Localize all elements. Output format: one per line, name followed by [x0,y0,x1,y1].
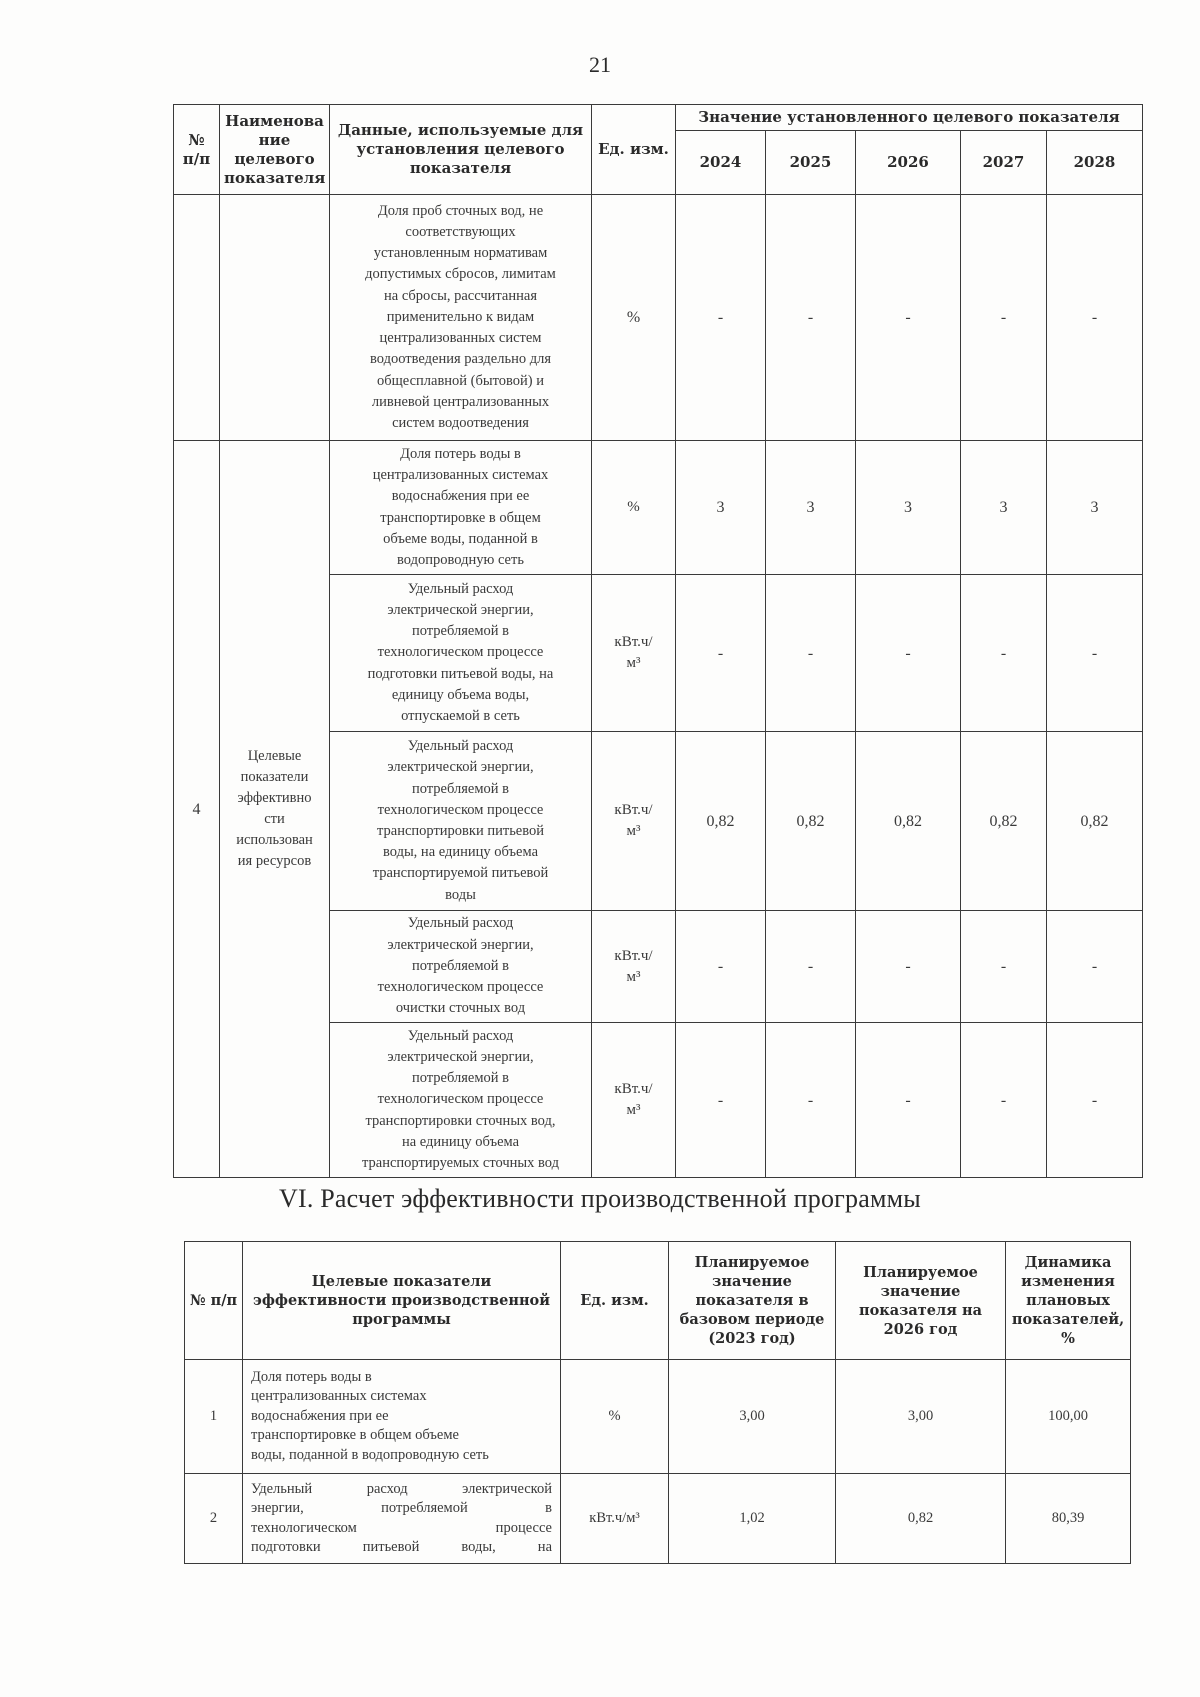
text-line: установленным нормативам [373,245,548,262]
col-header-planned-2026: Планируемое значение показателя на 2026 год [836,1242,1006,1360]
indicator-description [330,911,592,1023]
value-cell: 0,82 [766,732,856,911]
value-cell: - [676,1023,766,1178]
col-header-year: 2027 [961,131,1047,195]
text-line: Наименова [225,111,324,130]
value-cell: - [961,195,1047,441]
text-line: показателя [224,168,326,187]
text-line: единицу объема воды, [391,686,530,703]
text-line: объеме воды, поданной в [383,530,538,547]
text-line: транспортировки питьевой [377,823,544,839]
value-cell: 0,82 [1047,732,1143,911]
text-line: подготовки питьевой воды, на [367,665,554,682]
text-line: воды [445,886,476,903]
text-line: потребляемой в [411,957,510,974]
col-header-year: 2028 [1047,131,1143,195]
target-indicators-table [173,104,1143,1178]
indicator-description [330,1023,592,1178]
unit-cell: кВт.ч/ м³ [592,575,676,732]
indicator-description [243,1474,561,1564]
text-line: систем водоотведения [392,414,529,431]
col-header-planned-base: Планируемое значение показателя в базовом периоде (2023 год) [669,1242,836,1360]
col-header-data-used: Данные, используемые для установления целевого показателя [330,105,592,195]
text-line: очистки сточных вод [395,1000,526,1017]
text-line: транспортировке в общем [380,509,541,526]
text-line: соответствующих [405,224,516,241]
col-header-num: № п/п [174,105,220,195]
value-cell: - [961,911,1047,1023]
col-header-unit: Ед. изм. [592,105,676,195]
section-title: VI. Расчет эффективности производственной программы [279,1184,921,1213]
text-line: эффективно [237,790,312,806]
table-row [185,1360,1131,1474]
text-line: электрической энергии, [387,1048,534,1065]
text-line: воды, поданной в водопроводную сеть [251,1446,489,1463]
unit-cell: кВт.ч/ м³ [592,732,676,911]
value-cell: - [766,575,856,732]
indicator-description [330,732,592,911]
text-line: допустимых сбросов, лимитам [365,266,556,283]
text-line: технологическом процессе [377,801,544,818]
text-line: транспортировке в общем объеме [251,1427,459,1444]
col-header-year: 2026 [856,131,961,195]
text-line: технологическом процессе [251,1519,552,1536]
efficiency-calculation-table [184,1241,1131,1564]
value-cell: 0,82 [836,1474,1006,1564]
value-cell: - [766,911,856,1023]
table-row [174,195,1143,441]
text-line: Удельный расход [407,1027,514,1044]
text-line: ливневой централизованных [371,393,550,410]
value-cell: 100,00 [1006,1360,1131,1474]
text-line: применительно к видам [386,308,535,325]
text-line: потребляемой в [411,1070,510,1087]
page-number: 21 [589,52,611,77]
text-line: на единицу объема [401,1133,520,1150]
text-line: водоснабжения при ее [251,1407,389,1424]
unit-cell: кВт.ч/ м³ [592,1023,676,1178]
col-header-num: № п/п [185,1242,243,1360]
value-cell: 3 [961,441,1047,575]
col-header-year: 2024 [676,131,766,195]
text-line: транспортировки сточных вод, [365,1112,556,1129]
text-line: Удельный расход [407,580,514,597]
value-cell: - [676,911,766,1023]
indicator-description [330,195,592,441]
value-cell: 0,82 [961,732,1047,911]
text-line: подготовки питьевой воды, на [251,1539,552,1555]
value-cell: - [1047,195,1143,441]
row-number: 2 [185,1474,243,1564]
col-header-dynamics: Динамика изменения плановых показателей, % [1006,1242,1131,1360]
value-cell: - [766,1023,856,1178]
value-cell: - [1047,575,1143,732]
text-line: водоснабжения при ее [391,488,530,505]
indicator-description [243,1360,561,1474]
unit-cell: кВт.ч/ м³ [592,911,676,1023]
value-cell: - [676,575,766,732]
text-line: централизованных систем [379,330,542,347]
value-cell: 0,82 [856,732,961,911]
text-line: Доля проб сточных вод, не [377,202,544,219]
text-line: показатели [240,769,309,785]
indicator-group-name [220,441,330,1178]
text-line: ия ресурсов [237,853,312,869]
value-cell: - [961,575,1047,732]
value-cell: - [856,195,961,441]
text-line: Удельный расход [407,738,514,755]
text-line: энергии, потребляемой в [251,1500,552,1516]
value-cell: 3,00 [669,1360,836,1474]
empty-cell [220,195,330,441]
value-cell: 3 [676,441,766,575]
col-header-year: 2025 [766,131,856,195]
text-line: воды, на единицу объема [382,844,539,861]
indicator-description [330,441,592,575]
unit-cell: % [561,1360,669,1474]
value-cell: 3,00 [836,1360,1006,1474]
value-cell: - [676,195,766,441]
text-line: Доля потерь воды в [400,445,521,462]
text-line: ние [258,130,291,149]
text-line: Доля потерь воды в [251,1368,372,1385]
col-header-name [220,105,330,195]
text-line: электрической энергии, [387,759,534,776]
text-line: сти [264,811,285,827]
unit-cell: % [592,195,676,441]
text-line: технологическом процессе [377,1091,544,1108]
text-line: технологическом процессе [377,644,544,661]
value-cell: - [1047,1023,1143,1178]
text-line: отпускаемой в сеть [401,708,520,724]
value-cell: 0,82 [676,732,766,911]
value-cell: - [856,575,961,732]
row-number: 1 [185,1360,243,1474]
value-cell: 3 [1047,441,1143,575]
table-row [185,1474,1131,1564]
value-cell: 80,39 [1006,1474,1131,1564]
text-line: Удельный расход [407,915,514,932]
value-cell: - [856,911,961,1023]
value-cell: 1,02 [669,1474,836,1564]
col-header-unit: Ед. изм. [561,1242,669,1360]
text-line: электрической энергии, [387,601,534,618]
value-cell: 3 [766,441,856,575]
unit-cell: % [592,441,676,575]
text-line: Целевые [247,748,302,764]
text-line: централизованных системах [251,1388,427,1405]
text-line: потребляемой в [411,780,510,797]
value-cell: - [856,1023,961,1178]
indicator-description [330,575,592,732]
unit-cell: кВт.ч/м³ [561,1474,669,1564]
text-line: Удельный расход электрической [251,1480,552,1497]
text-line: транспортируемой питьевой [372,865,549,882]
col-header-value-group: Значение установленного целевого показателя [676,105,1143,131]
table-row [174,441,1143,575]
row-number: 4 [174,441,220,1178]
value-cell: - [766,195,856,441]
text-line: технологическом процессе [377,979,544,996]
text-line: транспортируемых сточных вод [362,1155,559,1171]
empty-cell [174,195,220,441]
text-line: централизованных системах [372,467,549,484]
text-line: на сбросы, рассчитанная [384,287,537,304]
text-line: общесплавной (бытовой) и [376,372,544,389]
col-header-indicators: Целевые показатели эффективности производственной программы [243,1242,561,1360]
text-line: водопроводную сеть [397,551,524,568]
value-cell: - [1047,911,1143,1023]
text-line: использован [236,832,313,848]
value-cell: - [961,1023,1047,1178]
text-line: потребляемой в [411,623,510,640]
value-cell: 3 [856,441,961,575]
text-line: водоотведения раздельно для [370,351,551,368]
text-line: целевого [234,149,315,168]
text-line: электрической энергии, [387,936,534,953]
